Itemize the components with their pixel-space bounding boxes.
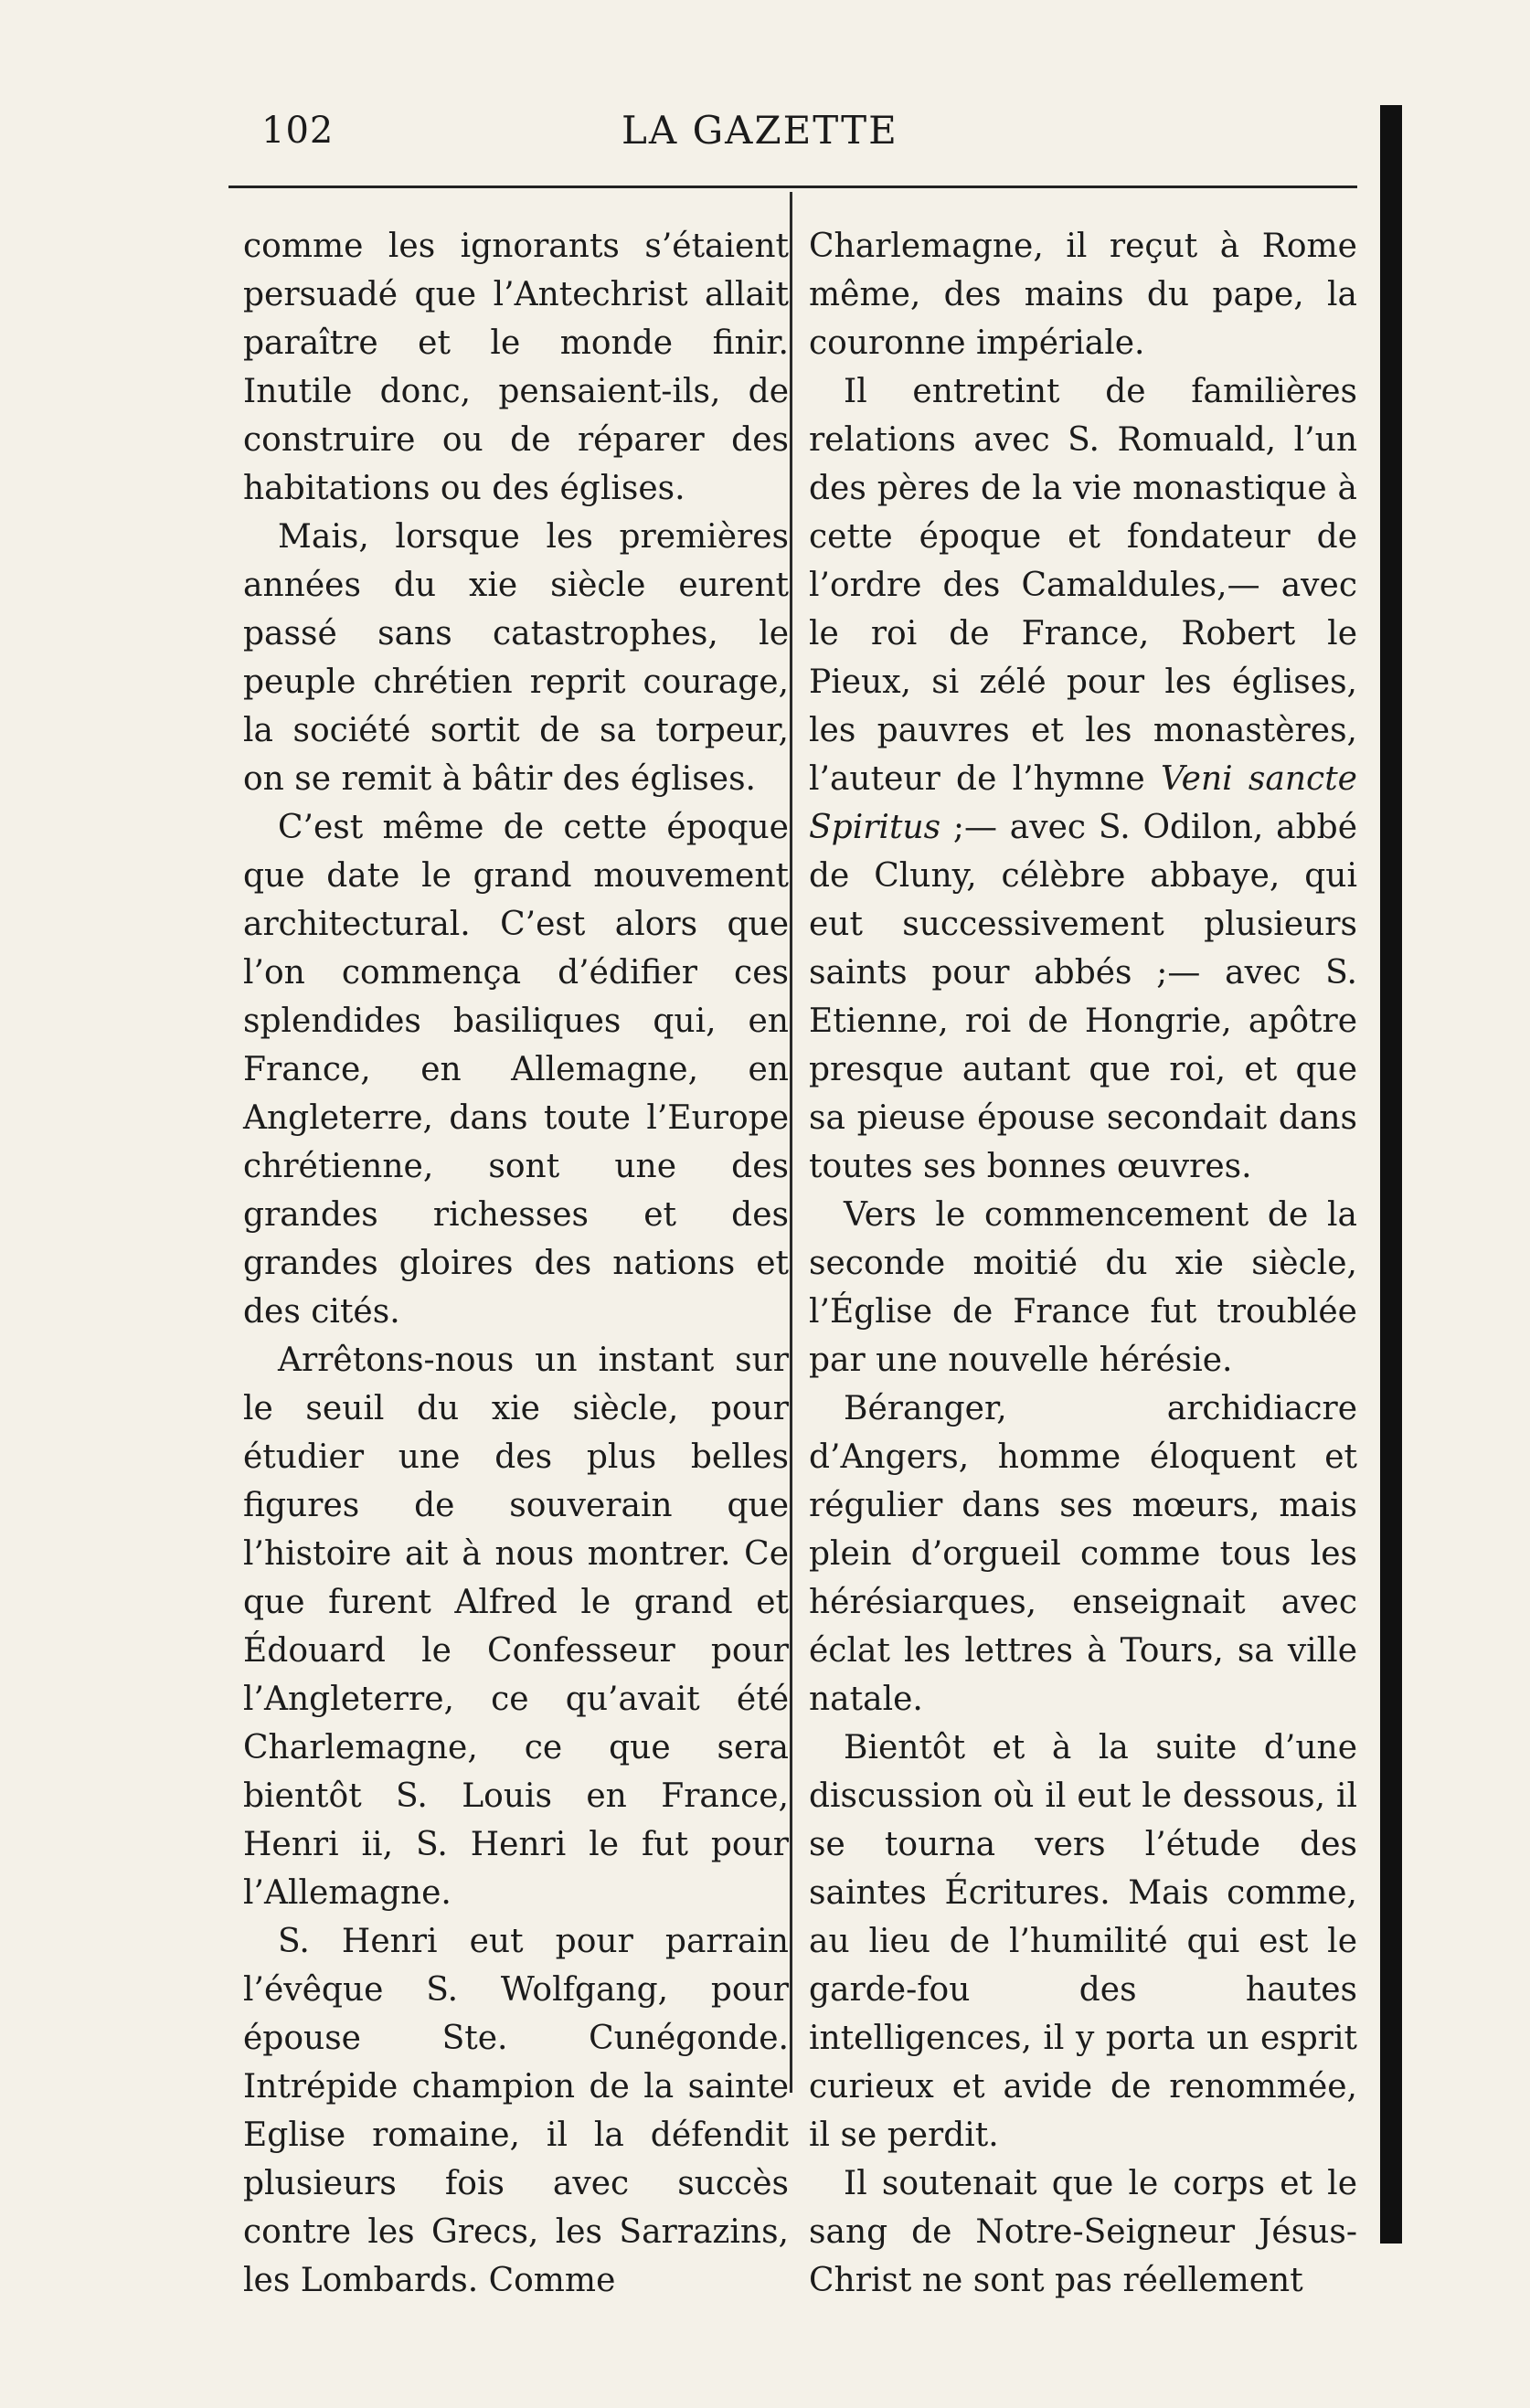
- paragraph: Bientôt et à la suite d’une discussion où il eut le dessous, il se tourna vers l’étude des saintes Écritures. Mais comme, au lieu de l’humilité qui est le garde-fou des hautes intelligences, il y porta un esprit curieux et avide de renommée, il se perdit.: [809, 1729, 1357, 2154]
- paragraph: C’est même de cette époque que date le grand mouvement architectural. C’est alors que l’on commença d’édifier ces splendides basiliques qui, en France, en Allemagne, en Angleterre, dans toute l’Europe chrétienne, sont une des grandes richesses et des grandes gloires des nations et des cités.: [243, 809, 789, 1331]
- paragraph: S. Henri eut pour parrain l’évêque S. Wolfgang, pour épouse Ste. Cunégonde. Intrépide champion de la sainte Eglise romaine, il la défendit plusieurs fois avec succès contre les Grecs, les Sarrazins, les Lombards. Comme: [243, 1923, 789, 2299]
- paragraph: Mais, lorsque les premières années du xie siècle eurent passé sans catastrophes, le peuple chrétien reprit courage, la société sortit de sa torpeur, on se remit à bâtir des églises.: [243, 518, 789, 798]
- paragraph: Vers le commencement de la seconde moitié du xie siècle, l’Église de France fut troublée par une nouvelle hérésie.: [809, 1196, 1357, 1379]
- page-number: 102: [261, 110, 335, 152]
- paragraph: comme les ignorants s’étaient persuadé que l’Antechrist allait paraître et le monde finir. Inutile donc, pensaient-ils, de construire ou de réparer des habitations ou des églises.: [243, 228, 789, 507]
- paragraph-text: Il entretint de familières relations avec S. Romuald, l’un des pères de la vie monastique à cette époque et fondateur de l’ordre des Camaldules,— avec le roi de France, Robert le Pieux, si zélé pour les églises, les pauvres et les monastères, l’auteur de l’hymne: [809, 373, 1357, 798]
- header-rule: [228, 186, 1357, 188]
- paragraph: Il soutenait que le corps et le sang de Notre-Seigneur Jésus-Christ ne sont pas réellement: [809, 2165, 1357, 2299]
- running-head: LA GAZETTE: [622, 108, 898, 153]
- column-divider: [790, 192, 792, 2093]
- paragraph-text: ;— avec S. Odilon, abbé de Cluny, célèbre abbaye, qui eut successivement plusieurs saints pour abbés ;— avec S. Etienne, roi de Hongrie, apôtre presque autant que roi, et que sa pieuse épouse secondait dans toutes ses bonnes œuvres.: [809, 809, 1357, 1185]
- paragraph: [809, 367, 1357, 1191]
- paragraph: Charlemagne, il reçut à Rome même, des mains du pape, la couronne impériale.: [809, 228, 1357, 362]
- right-column: [809, 222, 1357, 2305]
- paragraph: Arrêtons-nous un instant sur le seuil du xie siècle, pour étudier une des plus belles figures de souverain que l’histoire ait à nous montrer. Ce que furent Alfred le grand et Édouard le Confesseur pour l’Angleterre, ce qu’avait été Charlemagne, ce que sera bientôt S. Louis en France, Henri ii, S. Henri le fut pour l’Allemagne.: [243, 1342, 789, 1912]
- left-column: [243, 222, 789, 2305]
- hymn-title: Veni sancte Spiritus: [809, 760, 1357, 846]
- paragraph: Béranger, archidiacre d’Angers, homme éloquent et régulier dans ses mœurs, mais plein d’orgueil comme tous les hérésiarques, enseignait avec éclat les lettres à Tours, sa ville natale.: [809, 1390, 1357, 1718]
- page-edge-bar: [1380, 105, 1402, 2244]
